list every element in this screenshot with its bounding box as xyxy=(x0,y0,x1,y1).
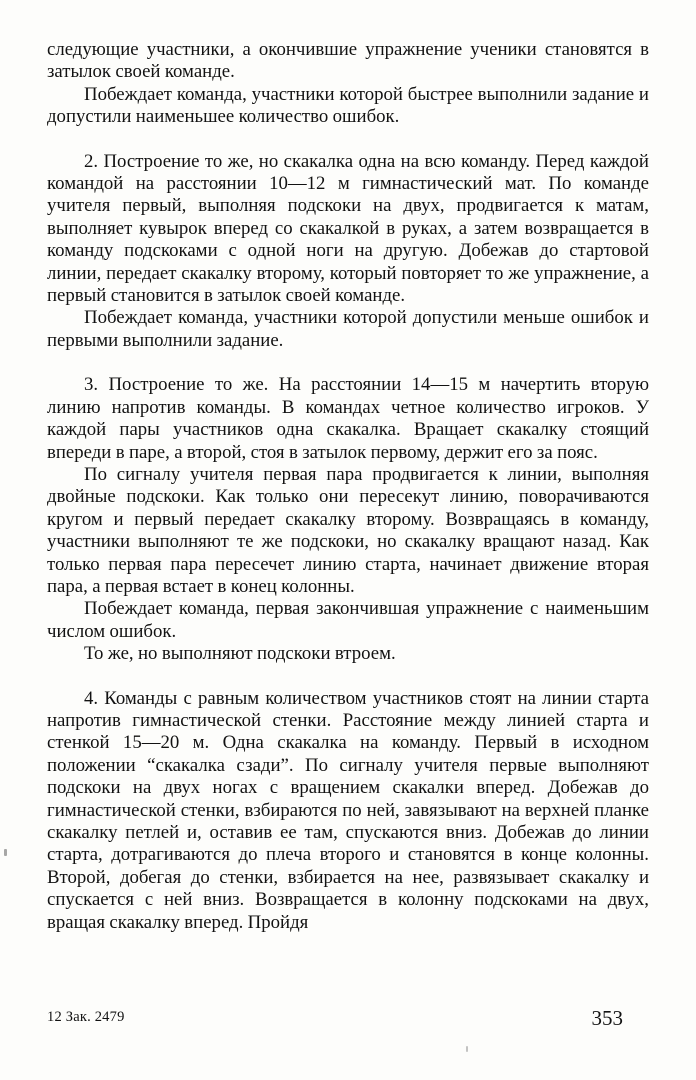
print-run-note: 12 Зак. 2479 xyxy=(47,1009,125,1025)
paragraph: Побеждает команда, участники которой допустили меньше ошибок и первыми выполнили задание. xyxy=(47,307,649,351)
paragraph: То же, но выполняют подскоки втроем. xyxy=(84,643,396,665)
page-number: 353 xyxy=(591,1006,623,1030)
paragraph: следующие участники, а окончившие упражнение ученики становятся в затылок своей команде. xyxy=(47,39,649,83)
scan-artifact-speck xyxy=(466,1046,468,1052)
page-text-block xyxy=(47,39,649,934)
scan-artifact-speck xyxy=(4,849,7,856)
paragraph: Побеждает команда, первая закончившая упражнение с наименьшим числом ошибок. xyxy=(47,598,649,642)
paragraph: 4. Команды с равным количеством участников стоят на линии старта напротив гимнастической стенки. Расстояние между линией старта и стенкой 15—20 м. Одна скакалка на команду. Первый в исходном положении “скакалка сзади”. По сигналу учителя первые выполняют подскоки на двух ногах с вращением скакалки вперед. Добежав до гимнастической стенки, взбираются по ней, завязывают на верхней планке скакалку петлей и, оставив ее там, спускаются вниз. Добежав до линии старта, дотрагиваются до плеча второго и становятся в конце колонны. Второй, добегая до стенки, взбирается на нее, развязывает скакалку и спускается с ней вниз. Возвращается в колонну подскоками на двух, вращая скакалку вперед. Пройдя xyxy=(47,687,649,933)
paragraph: 3. Построение то же. На расстоянии 14—15 м начертить вторую линию напротив команды. В командах четное количество игроков. У каждой пары участников одна скакалка. Вращает скакалку стоящий впереди в паре, а второй, стоя в затылок первому, держит его за пояс. xyxy=(47,374,649,463)
paragraph: Побеждает команда, участники которой быстрее выполнили задание и допустили наименьшее количество ошибок. xyxy=(47,83,649,128)
paragraph: По сигналу учителя первая пара продвигается к линии, выполняя двойные подскоки. Как только они пересекут линию, поворачиваются кругом и первый передает скакалку второму. Возвращаясь в команду, участники выполняют те же подскоки, но скакалку вращают назад. Как только первая пара пересечет линию старта, начинает движение вторая пара, а первая встает в конец колонны. xyxy=(47,463,649,597)
paragraph: 2. Построение то же, но скакалка одна на всю команду. Перед каждой командой на расстоянии 10—12 м гимнастический мат. По команде учителя первый, выполняя подскоки на двух, продвигается к матам, выполняет кувырок вперед со скакалкой в руках, а затем возвращается в команду подскоками с одной ноги на другую. Добежав до стартовой линии, передает скакалку второму, который повторяет то же упражнение, а первый становится в затылок своей команде. xyxy=(47,150,649,307)
